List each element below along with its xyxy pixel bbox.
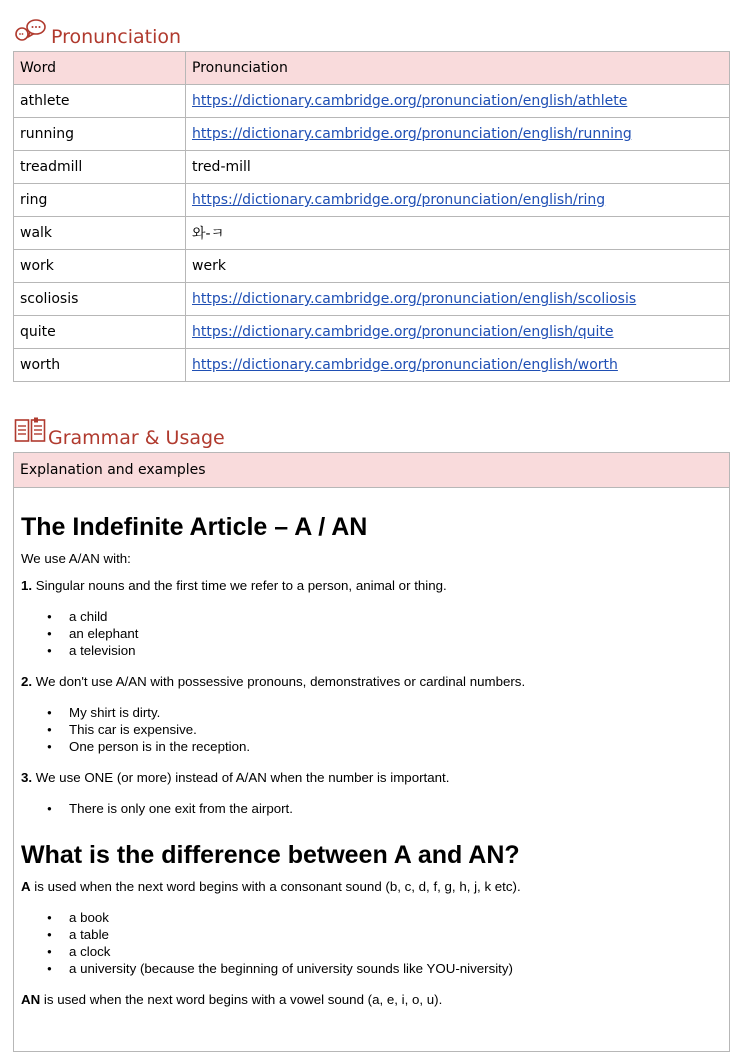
list-item: ● a table (69, 926, 729, 943)
word-cell: ring (14, 184, 186, 217)
a-label: A (21, 879, 31, 894)
pronunciation-cell[interactable] (186, 283, 730, 316)
pronunciation-link[interactable]: https://dictionary.cambridge.org/pronunciation/english/worth (192, 357, 618, 373)
intro-text: We use A/AN with: (21, 551, 131, 566)
list-item: ● an elephant (69, 625, 729, 642)
word-cell: worth (14, 349, 186, 382)
pronunciation-cell[interactable] (186, 316, 730, 349)
list-item: ● a child (69, 608, 729, 625)
heading-indefinite-article: The Indefinite Article – A / AN (21, 513, 368, 541)
pronunciation-cell[interactable] (186, 118, 730, 151)
column-header-word: Word (14, 52, 186, 85)
a-rule-text: is used when the next word begins with a consonant sound (b, c, d, f, g, h, j, k etc). (30, 879, 521, 894)
table-row (14, 85, 730, 118)
pronunciation-cell[interactable] (186, 184, 730, 217)
pronunciation-cell[interactable] (186, 85, 730, 118)
table-header-row (14, 52, 730, 85)
an-rule-text: is used when the next word begins with a vowel sound (a, e, i, o, u). (40, 992, 443, 1007)
rule-1-examples (21, 608, 729, 659)
heading-a-vs-an: What is the difference between A and AN? (21, 841, 520, 869)
rule-number: 3. (21, 770, 33, 785)
pronunciation-link[interactable]: https://dictionary.cambridge.org/pronunciation/english/quite (192, 324, 614, 340)
box-header: Explanation and examples (14, 453, 729, 488)
a-examples (21, 909, 729, 977)
pronunciation-table (13, 51, 730, 382)
speech-bubbles-icon (14, 18, 48, 47)
rule-1 (21, 577, 729, 594)
pronunciation-cell: 와-ㅋ (186, 217, 730, 250)
pronunciation-cell[interactable] (186, 349, 730, 382)
list-item: ● This car is expensive. (69, 721, 729, 738)
table-row (14, 118, 730, 151)
list-item: ● My shirt is dirty. (69, 704, 729, 721)
pronunciation-cell: werk (186, 250, 730, 283)
rule-text: Singular nouns and the first time we refer to a person, animal or thing. (32, 578, 447, 593)
grammar-header (14, 417, 225, 448)
grammar-content (14, 512, 729, 1008)
an-rule (21, 991, 729, 1008)
rule-2-examples (21, 704, 729, 755)
word-cell: walk (14, 217, 186, 250)
list-item: ● a clock (69, 943, 729, 960)
list-item: ● a university (because the beginning of university sounds like YOU-niversity) (69, 960, 729, 977)
table-row (14, 217, 730, 250)
rule-number: 1. (21, 578, 33, 593)
pronunciation-header (14, 18, 181, 47)
list-item: ● One person is in the reception. (69, 738, 729, 755)
list-item: ● a television (69, 642, 729, 659)
pronunciation-link[interactable]: https://dictionary.cambridge.org/pronunciation/english/athlete (192, 93, 628, 109)
section-title: Grammar & Usage (48, 427, 225, 449)
rule-3 (21, 769, 729, 786)
pronunciation-cell: tred-mill (186, 151, 730, 184)
rule-text: We don't use A/AN with possessive pronouns, demonstratives or cardinal numbers. (32, 674, 526, 689)
word-cell: athlete (14, 85, 186, 118)
word-cell: running (14, 118, 186, 151)
section-title: Pronunciation (51, 26, 182, 48)
list-item: ● a book (69, 909, 729, 926)
rule-3-examples (21, 800, 729, 817)
pronunciation-link[interactable]: https://dictionary.cambridge.org/pronunciation/english/scoliosis (192, 291, 637, 307)
table-row (14, 151, 730, 184)
table-row (14, 349, 730, 382)
word-cell: scoliosis (14, 283, 186, 316)
a-rule (21, 878, 729, 895)
table-row (14, 283, 730, 316)
book-icon (14, 417, 46, 448)
table-row (14, 184, 730, 217)
pronunciation-link[interactable]: https://dictionary.cambridge.org/pronunciation/english/ring (192, 192, 606, 208)
column-header-pronunciation: Pronunciation (186, 52, 730, 85)
table-row (14, 250, 730, 283)
rule-2 (21, 673, 729, 690)
an-label: AN (21, 992, 41, 1007)
word-cell: treadmill (14, 151, 186, 184)
list-item: ● There is only one exit from the airport. (69, 800, 729, 817)
rule-text: We use ONE (or more) instead of A/AN when the number is important. (32, 770, 450, 785)
word-cell: work (14, 250, 186, 283)
word-cell: quite (14, 316, 186, 349)
rule-number: 2. (21, 674, 33, 689)
grammar-box (13, 452, 730, 1052)
table-row (14, 316, 730, 349)
pronunciation-link[interactable]: https://dictionary.cambridge.org/pronunciation/english/running (192, 126, 632, 142)
